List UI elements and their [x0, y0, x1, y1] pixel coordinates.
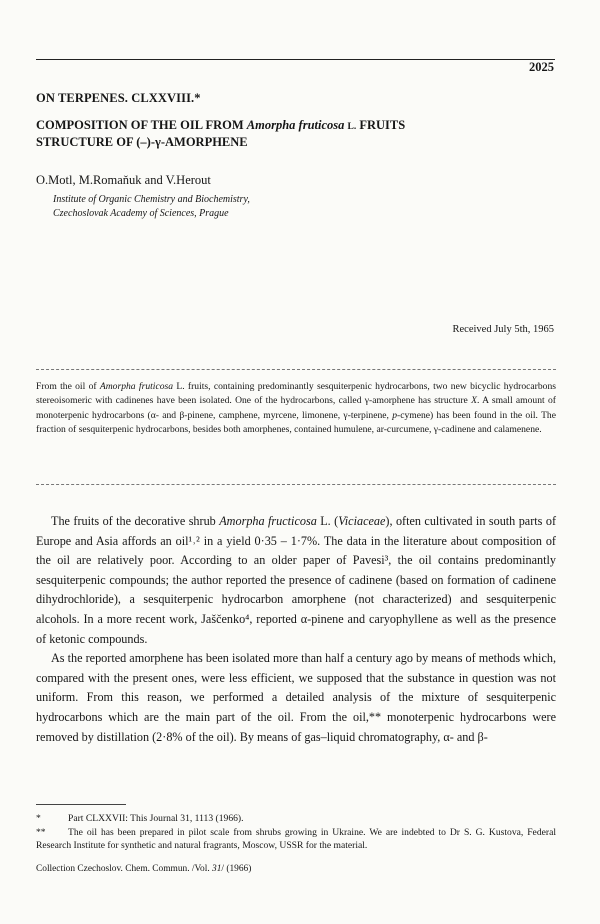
title-line2: STRUCTURE OF (–)-γ-AMORPHENE	[36, 135, 248, 149]
abstract-text: -cymene) has been found in the oil. The fraction of sesquiterpenic hydrocarbons, besides both amorphenes, contained humulene, ar-curcumene, γ-cadinene and calamenene.	[36, 409, 556, 435]
body-family: Viciaceae	[338, 514, 386, 528]
footer-text: Collection Czechoslov. Chem. Commun. /Vol.	[36, 864, 213, 874]
series-title: ON TERPENES. CLXXVIII.*	[36, 91, 201, 105]
body-text: ), often cultivated in south parts of Europe and Asia affords an oil¹˒² in a yield 0·35 – 1·7%. The data in the literature about composition of the oil are relatively poor. According to an older paper of Pavesi³, the oil contains predominantly sesquiterpenic compounds; the author reported the presence of cadinene (based on formation of cadinene dihydrochloride), a sesquiterpenic hydrocarbon amorphene (not characterized) and sesquiterpenic alcohols. In a more recent work, Jaščenko⁴, reported α-pinene and caryophyllene as well as the presence of ketonic compounds.	[36, 514, 556, 646]
abstract-text: From the oil of	[36, 381, 100, 392]
footnote-1	[36, 812, 556, 826]
article-body	[36, 512, 556, 747]
footer-volume: 31	[212, 864, 222, 874]
footnote-text: , 1113 (1966).	[189, 813, 244, 824]
body-species: Amorpha fructicosa	[219, 514, 317, 528]
body-text: The fruits of the decorative shrub	[51, 514, 220, 528]
body-paragraph	[36, 512, 556, 649]
journal-footer	[36, 864, 251, 874]
title-part2: FRUITS	[356, 118, 406, 132]
abstract-structure-ref: X	[471, 395, 477, 407]
title-species: Amorpha fruticosa	[246, 118, 345, 132]
abstract-text: L. fruits, containing predominantly sesquiterpenic hydrocarbons, two new bicyclic hydrocarbons stereoisomeric with cadinenes have been isolated. One of the hydrocarbons, called γ-amorphene has structure	[36, 381, 556, 407]
received-date: Received July 5th, 1965	[452, 324, 554, 335]
abstract-text: . A small amount of monoterpenic hydrocarbons (α- and β-pinene, camphene, myrcene, limonene, γ-terpinene,	[36, 395, 556, 421]
footnote-marker: *	[36, 813, 41, 824]
footer-text: / (1966)	[221, 864, 252, 874]
authors: O.Motl, M.Romaňuk and V.Herout	[36, 173, 211, 187]
title-author-abbrev: L.	[347, 122, 357, 132]
body-paragraph: As the reported amorphene has been isolated more than half a century ago by means of methods which, compared with the present ones, were less efficient, we supposed that the substance in question was not uniform. From this reason, we performed a detailed analysis of the mixture of sesquiterpenic hydrocarbons which are the main part of the oil. From the oil,** monoterpenic hydrocarbons were removed by distillation (2·8% of the oil). By means of gas–liquid chromatography, α- and β-	[36, 651, 556, 744]
footnote-text: Part CLXXVII: This Journal	[68, 813, 181, 824]
affiliation-line1: Institute of Organic Chemistry and Biochemistry,	[53, 194, 250, 205]
footnote-text: The oil has been prepared in pilot scale from shrubs growing in Ukraine. We are indebted to Dr S. G. Kustova, Federal Research Institute for synthetic and natural fragrants, Moscow, USSR for the material.	[36, 826, 556, 852]
abstract-top-rule	[36, 369, 556, 370]
abstract-italic: p	[392, 409, 398, 421]
page-number: 2025	[529, 60, 554, 74]
title-part1: COMPOSITION OF THE OIL FROM	[36, 118, 247, 132]
footnote-2	[36, 826, 556, 853]
affiliation	[53, 193, 250, 221]
abstract-bottom-rule	[36, 484, 556, 485]
affiliation-line2: Czechoslovak Academy of Sciences, Prague	[53, 208, 229, 219]
article-title	[36, 118, 556, 150]
header-rule	[36, 59, 555, 60]
footnote-marker: **	[36, 826, 46, 838]
footnote-rule	[36, 804, 126, 805]
body-text: L. (	[316, 514, 339, 528]
abstract	[36, 380, 556, 437]
footnote-volume: 31	[180, 813, 190, 824]
footnotes	[36, 812, 556, 853]
abstract-species: Amorpha fruticosa	[99, 381, 174, 392]
